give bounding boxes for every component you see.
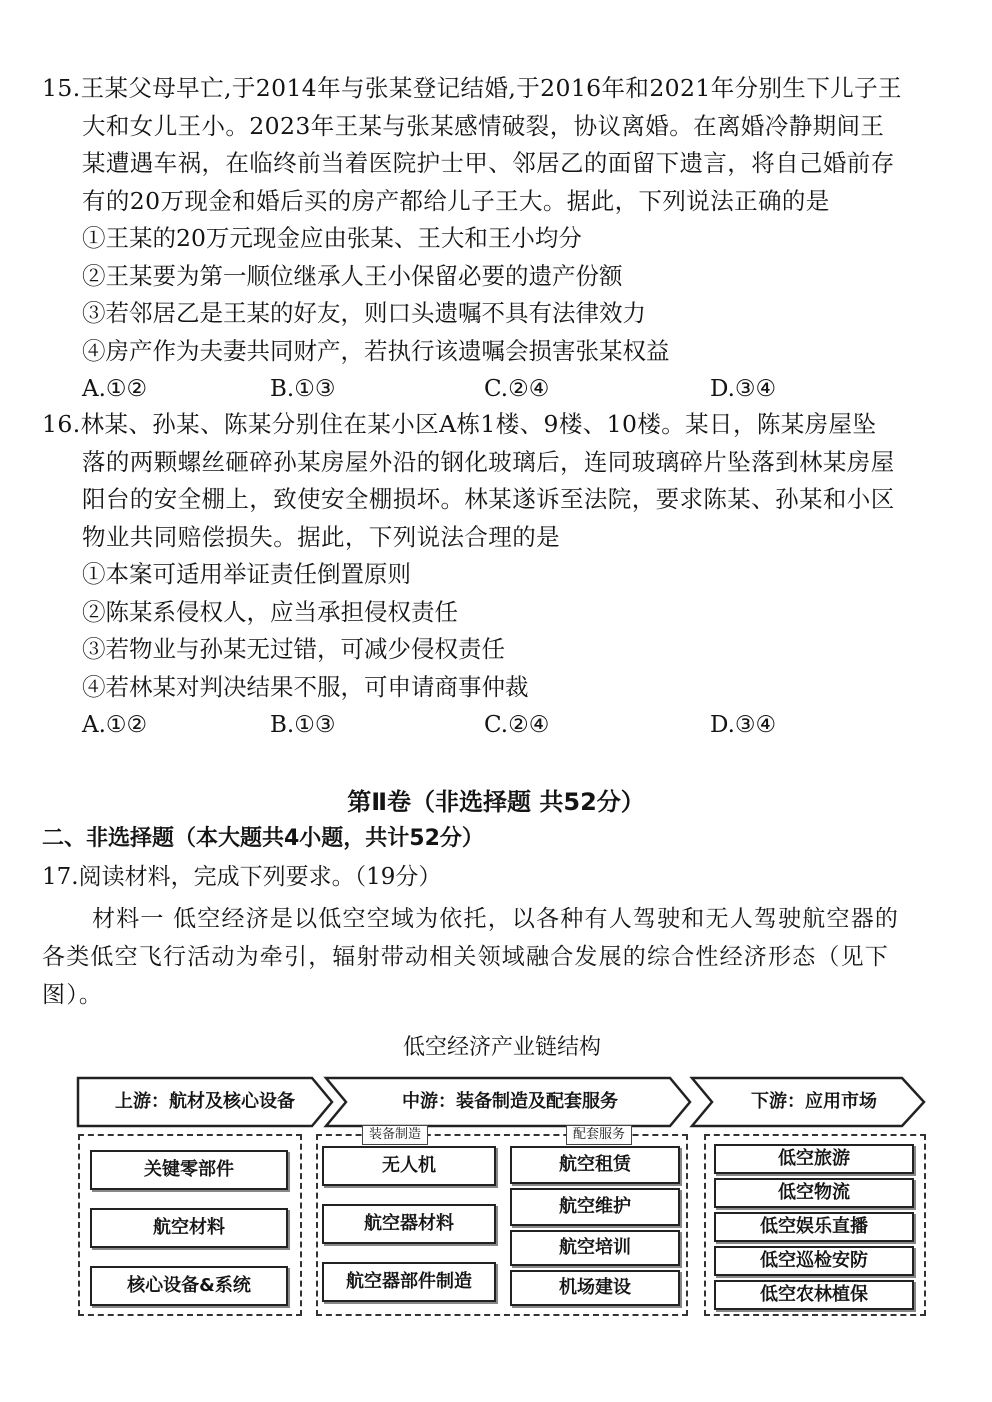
material-line: 材料一 低空经济是以低空空域为依托，以各种有人驾驶和无人驾驶航空器的 [92,906,900,932]
question-16-stem-line: 物业共同赔偿损失。据此，下列说法合理的是 [82,522,560,551]
mid-left-item: 航空器材料 [322,1204,496,1244]
upstream-item: 航空材料 [90,1208,288,1248]
question-15-stem-line: 有的20万现金和婚后买的房产都给儿子王大。据此，下列说法正确的是 [82,186,830,215]
material-line: 各类低空飞行活动为牵引，辐射带动相关领域融合发展的综合性经济形态（见下 [42,944,889,970]
industry-chain-diagram [76,1030,928,1320]
choice-d[interactable]: D.③④ [710,712,777,738]
mid-right-item: 航空维护 [510,1188,680,1226]
question-17-heading: 17.阅读材料，完成下列要求。（19分） [42,864,442,890]
diagram-title: 低空经济产业链结构 [402,1035,601,1060]
upstream-item: 核心设备&系统 [90,1266,288,1306]
question-16-stem-line: 16.林某、孙某、陈某分别住在某小区A栋1楼、9楼、10楼。某日，陈某房屋坠 [42,410,877,438]
question-15-statement-1: ①王某的20万元现金应由张某、王大和王小均分 [82,224,582,252]
mid-right-item: 机场建设 [510,1270,680,1306]
question-15-statement-4: ④房产作为夫妻共同财产，若执行该遗嘱会损害张某权益 [82,336,670,365]
question-16-statement-4: ④若林某对判决结果不服，可申请商事仲裁 [82,672,529,701]
stage-upstream-label: 上游：航材及核心设备 [115,1091,295,1112]
stage-downstream-label: 下游：应用市场 [751,1091,877,1112]
question-15-stem-line: 大和女儿王小。2023年王某与张某感情破裂，协议离婚。在离婚冷静期间王 [82,111,885,140]
upstream-group [78,1134,302,1316]
downstream-item: 低空农林植保 [714,1280,914,1310]
choice-b[interactable]: B.①③ [270,376,336,402]
question-15-stem-line: 15.王某父母早亡,于2014年与张某登记结婚,于2016年和2021年分别生下儿子王 [42,74,902,102]
question-16-stem-line: 阳台的安全棚上，致使安全棚损坏。林某遂诉至法院，要求陈某、孙某和小区 [82,485,895,513]
question-15-statement-3: ③若邻居乙是王某的好友，则口头遗嘱不具有法律效力 [82,299,646,327]
upstream-item: 关键零部件 [90,1150,288,1190]
stage-midstream-label: 中游：装备制造及配套服务 [402,1091,618,1112]
choice-c[interactable]: C.②④ [484,712,550,738]
choice-c[interactable]: C.②④ [484,376,550,402]
downstream-item: 低空旅游 [714,1144,914,1174]
choice-a[interactable]: A.①② [82,376,148,402]
downstream-item: 低空巡检安防 [714,1246,914,1276]
mid-right-item: 航空租赁 [510,1146,680,1184]
question-17-material [42,900,954,1014]
tag-equipment-manufacturing: 装备制造 [362,1125,428,1145]
question-16-choices [42,706,952,744]
question-15-stem-line: 某遭遇车祸，在临终前当着医院护士甲、邻居乙的面留下遗言，将自己婚前存 [82,149,895,177]
section-title: 第Ⅱ卷（非选择题 共52分） [347,788,645,816]
choice-b[interactable]: B.①③ [270,712,336,738]
question-16-stem-line: 落的两颗螺丝砸碎孙某房屋外沿的钢化玻璃后，连同玻璃碎片坠落到林某房屋 [82,447,895,476]
mid-left-item: 航空器部件制造 [322,1262,496,1302]
midstream-group [316,1127,688,1316]
question-15-statement-2: ②王某要为第一顺位继承人王小保留必要的遗产份额 [82,261,623,290]
downstream-item: 低空娱乐直播 [714,1212,914,1242]
downstream-group [704,1134,926,1316]
mid-right-item: 航空培训 [510,1230,680,1266]
question-15 [42,70,952,408]
part-title: 二、非选择题（本大题共4小题，共计52分） [42,826,484,851]
choice-a[interactable]: A.①② [82,712,148,738]
mid-left-item: 无人机 [322,1146,496,1186]
question-16-statement-3: ③若物业与孙某无过错，可减少侵权责任 [82,635,505,663]
question-16-statement-1: ①本案可适用举证责任倒置原则 [82,560,411,588]
question-16-statement-2: ②陈某系侵权人，应当承担侵权责任 [82,597,458,626]
question-16 [42,406,952,744]
downstream-item: 低空物流 [714,1178,914,1208]
question-15-choices [42,370,952,408]
tag-supporting-services: 配套服务 [566,1125,632,1145]
material-line: 图）。 [42,982,104,1008]
choice-d[interactable]: D.③④ [710,376,777,402]
